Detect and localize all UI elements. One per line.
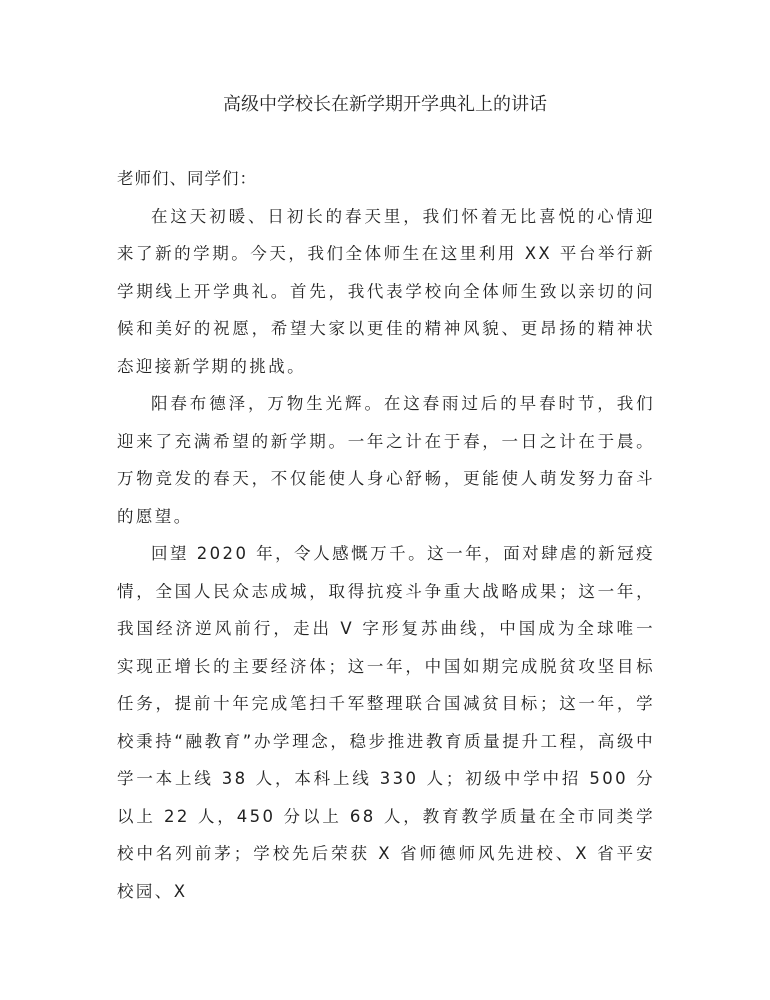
salutation: 老师们、同学们： — [117, 169, 257, 188]
document-body — [117, 160, 655, 910]
document-title: 高级中学校长在新学期开学典礼上的讲话 — [223, 94, 547, 115]
paragraph-3: 回望 2020 年，令人感慨万千。这一年，面对肆虐的新冠疫情，全国人民众志成城，取得抗疫斗争重大战略成果；这一年，我国经济逆风前行，走出 V 字形复苏曲线，中国成为全球唯一实现正增长的主要经济体；这一年，中国如期完成脱贫攻坚目标任务，提前十年完成笔扫千军整理联合国减贫目标；这一年，学校秉持“融教育”办学理念，稳步推进教育质量提升工程，高级中学一本上线 38 人，本科上线 330 人；初级中学中招 500 分以上 22 人，450 分以上 68 人，教育教学质量在全市同类学校中名列前茅；学校先后荣获 X 省师德师风先进校、X 省平安校园、X — [117, 544, 655, 901]
paragraph-1: 在这天初暖、日初长的春天里，我们怀着无比喜悦的心情迎来了新的学期。今天，我们全体师生在这里利用 XX 平台举行新学期线上开学典礼。首先，我代表学校向全体师生致以亲切的问候和美好的祝愿，希望大家以更佳的精神风貌、更昂扬的精神状态迎接新学期的挑战。 — [117, 206, 655, 376]
paragraph-2: 阳春布德泽，万物生光辉。在这春雨过后的早春时节，我们迎来了充满希望的新学期。一年之计在于春，一日之计在于晨。万物竞发的春天，不仅能使人身心舒畅，更能使人萌发努力奋斗的愿望。 — [117, 394, 655, 526]
